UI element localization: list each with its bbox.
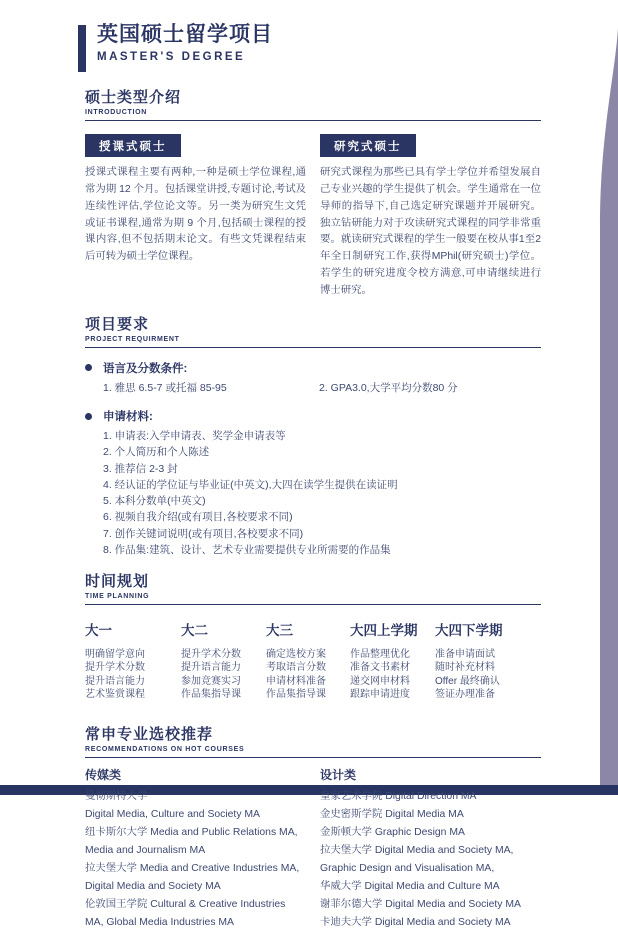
timeline-item: 随时补充材料 [435,662,495,674]
section-requirements [85,313,541,558]
timeline-item: Offer 最终确认 [435,675,500,687]
purple-ribbon-decoration [578,0,618,795]
timeline-item: 作品整理优化 [350,649,410,661]
timeline-column-title: 大三 [266,623,293,639]
research-master-badge: 研究式硕士 [320,134,416,157]
timeline-item: 申请材料准备 [266,675,326,687]
header-titles [97,22,273,63]
page-title: 英国硕士留学项目 [97,23,273,46]
requirement-group-materials [85,408,541,558]
language-requirement-items [103,380,541,396]
page-header [78,22,541,72]
section-heading-requirements [85,313,541,348]
page-subtitle: MASTER'S DEGREE [97,51,246,64]
requirement-item: 4. 经认证的学位证与毕业证(中英文),大四在读学生提供在读证明 [103,478,398,491]
header-accent-bar [78,25,86,72]
timeline-item: 准备申请面试 [435,649,495,661]
timeline-column-year1 [85,619,181,701]
requirement-item: 2. GPA3.0,大学平均分数80 分 [319,381,458,394]
requirement-group-label [85,408,541,424]
recommendation-line: Digital Media and Society MA [85,880,221,892]
timeline-column-title: 大二 [181,623,208,639]
recommendation-line: Digital Media, Culture and Society MA [85,809,260,821]
recommendation-line: Media and Journalism MA [85,845,206,856]
section-heading-recommendations [85,723,541,758]
recommendation-line: 卡迪夫大学 Digital Media and Society MA [320,916,511,928]
section-heading-timeline [85,570,541,605]
recommendation-line: 拉夫堡大学 Digital Media and Society MA, [320,845,514,856]
recommendation-line: 皇家艺术学院 Digital Direction MA [320,791,477,803]
requirement-group-label [85,360,541,376]
timeline-item: 考取语言分数 [266,662,326,674]
design-category-title: 设计类 [320,768,357,783]
recommendation-columns [85,766,541,931]
intro-heading: 硕士类型介绍 [85,89,182,106]
timeline-item: 提升学术分数 [181,649,241,661]
recommendation-line: 金斯顿大学 Graphic Design MA [320,827,465,839]
requirement-item: 8. 作品集:建筑、设计、艺术专业需要提供专业所需要的作品集 [103,543,391,556]
timeline-column-title: 大四上学期 [350,623,418,639]
application-materials-label: 申请材料: [103,411,153,424]
language-requirements-label: 语言及分数条件: [103,362,188,375]
intro-columns [85,134,541,300]
timeline-column-year4-second [435,619,541,701]
recommendation-line: 纽卡斯尔大学 Media and Public Relations MA, [85,827,298,839]
requirements-heading-en: PROJECT REQUIRMENT [85,335,180,343]
timeline-items [435,648,541,701]
timeline-item: 签证办理准备 [435,689,495,701]
timeline-item: 提升学术分数 [85,662,145,674]
recommendation-line: 拉夫堡大学 Media and Creative Industries MA, [85,862,300,874]
timeline-columns [85,619,541,701]
requirement-item: 1. 雅思 6.5-7 或托福 85-95 [103,381,227,394]
timeline-item: 艺术鉴赏课程 [85,689,145,701]
media-category-title: 传媒类 [85,768,122,783]
timeline-items [181,648,266,701]
section-intro [85,86,541,300]
timeline-heading-en: TIME PLANNING [85,593,150,601]
taught-master-description: 授课式课程主要有两种,一种是硕士学位课程,通常为期 12 个月。包括课堂讲授,专题讨论,考试及连续性评估,学位论文等。另一类为研究生文凭或证书课程,通常为期 9 个月,包括硕士课程的授课内容,但不包括期末论文。有些文凭课程结束后可转为硕士学位课程。 [85,167,306,263]
timeline-item: 参加竞赛实习 [181,675,241,687]
recommendation-line: 伦敦国王学院 Cultural & Creative Industries [85,898,286,910]
timeline-item: 递交网申材料 [350,675,410,687]
timeline-column-year4-first [350,619,435,701]
timeline-item: 确定选校方案 [266,649,326,661]
section-heading-intro [85,86,541,121]
section-recommendations [85,723,541,931]
timeline-column-year3 [266,619,350,701]
timeline-items [350,648,435,701]
requirement-item: 2. 个人简历和个人陈述 [103,446,210,459]
requirement-item: 6. 视频自我介绍(或有项目,各校要求不同) [103,511,293,524]
requirement-item: 1. 申请表:入学申请表、奖学金申请表等 [103,430,286,443]
requirement-item: 7. 创作关键词说明(或有项目,各校要求不同) [103,527,304,540]
recommendation-line: Graphic Design and Visualisation MA, [320,862,495,874]
recommendation-column-design [320,766,541,931]
section-timeline [85,570,541,701]
application-material-items [103,428,541,558]
requirement-group-language [85,360,541,396]
recommendation-line: 曼彻斯特大学 [85,791,148,803]
bullet-dot-icon [85,364,92,371]
research-master-description: 研究式课程为那些已具有学士学位并希望发展自己专业兴趣的学生提供了机会。学生通常在一位导师的指导下,自己选定研究课题并开展研究。独立钻研能力对于攻读研究式课程的同学非常重要。就读研究式课程的学生一般要在校从事1至2年全日制研究工作,获得MPhil(研究硕士)学位。若学生的研究进度令校方满意,可申请继续进行博士研究。 [320,167,541,296]
timeline-items [266,648,350,701]
requirement-item: 5. 本科分数单(中英文) [103,495,206,508]
timeline-item: 作品集指导课 [266,689,326,701]
timeline-heading: 时间规划 [85,573,150,591]
recommendations-heading-en: RECOMMENDATIONS ON HOT COURSES [85,746,245,754]
timeline-item: 提升语言能力 [85,675,145,687]
bullet-dot-icon [85,413,92,420]
timeline-item: 作品集指导课 [181,689,241,701]
recommendations-heading: 常申专业选校推荐 [85,726,214,744]
recommendation-column-media [85,766,306,931]
recommendation-line: 金史密斯学院 Digital Media MA [320,809,464,821]
timeline-item: 准备文书素材 [350,662,410,674]
timeline-items [85,648,181,701]
requirements-heading: 项目要求 [85,315,150,333]
page-content [85,0,541,931]
taught-master-badge: 授课式硕士 [85,134,181,157]
timeline-column-year2 [181,619,266,701]
intro-heading-en: INTRODUCTION [85,109,148,116]
recommendation-line: 谢菲尔德大学 Digital Media and Society MA [320,898,521,910]
timeline-column-title: 大一 [85,623,112,639]
timeline-column-title: 大四下学期 [435,623,503,639]
intro-column-research [320,134,541,300]
timeline-item: 明确留学意向 [85,649,145,661]
timeline-item: 提升语言能力 [181,662,241,674]
recommendation-line: MA, Global Media Industries MA [85,916,234,928]
requirement-item: 3. 推荐信 2-3 封 [103,462,178,475]
intro-column-taught [85,134,306,300]
timeline-item: 跟踪申请进度 [350,689,410,701]
recommendation-line: 华威大学 Digital Media and Culture MA [320,880,500,892]
